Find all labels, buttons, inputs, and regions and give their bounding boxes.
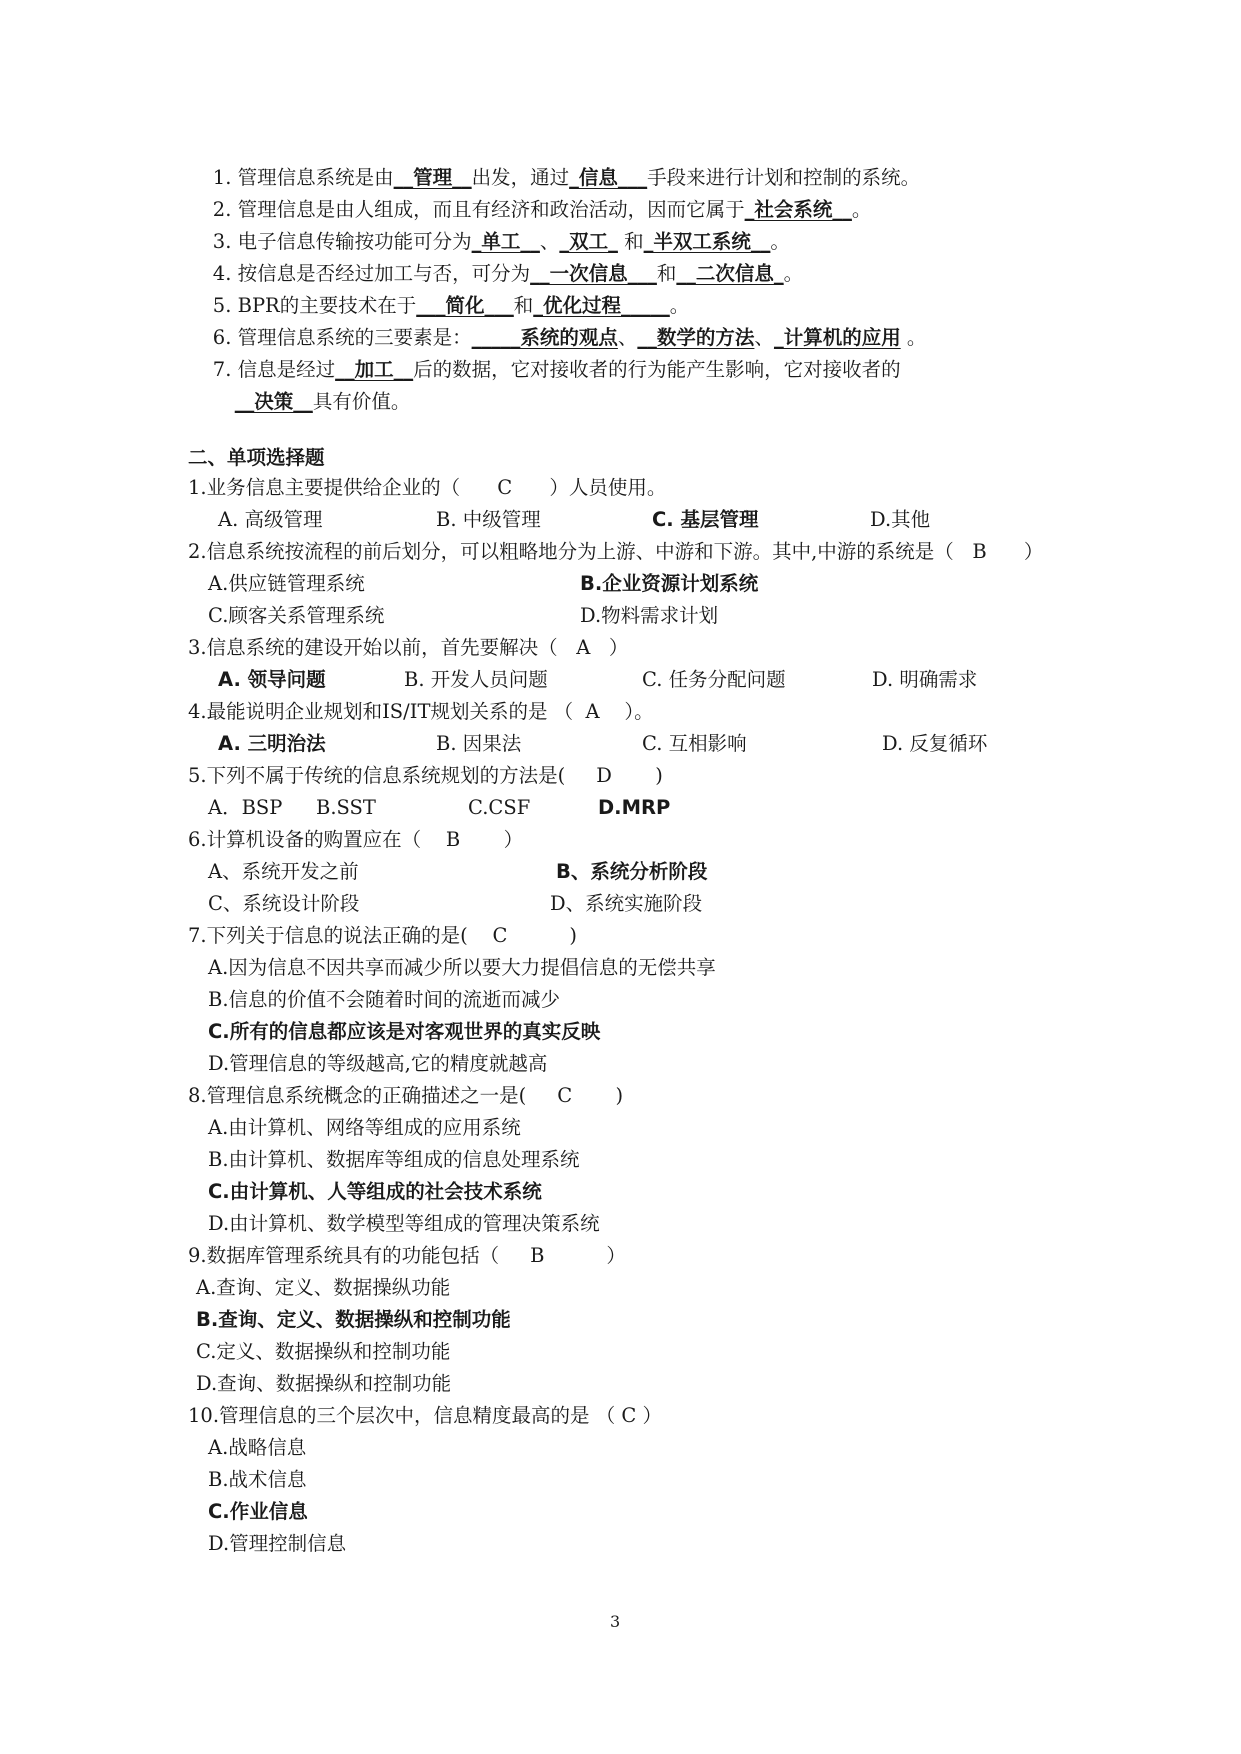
text: 管理信息系统的三要素是：: [237, 326, 472, 349]
option: A．BSP: [208, 796, 283, 819]
section-title: 二、单项选择题: [188, 446, 325, 469]
option: D.其他: [870, 508, 931, 531]
answer-blank: _____系统的观点: [471, 326, 618, 349]
text: 信息是经过: [237, 358, 336, 381]
answer-blank: _信息___: [569, 166, 648, 189]
answer-blank: _计算机的应用: [773, 326, 901, 349]
question-stem: 8.管理信息系统概念的正确描述之一是( C ): [188, 1084, 624, 1107]
text: 按信息是否经过加工与否，可分为: [237, 262, 531, 285]
item-number: 7.: [212, 358, 232, 381]
text: 。: [669, 294, 690, 317]
text: 、: [754, 326, 774, 349]
option: A、系统开发之前: [208, 860, 359, 883]
correct-option: B.企业资源计划系统: [580, 572, 759, 595]
item-number: 3.: [212, 230, 232, 253]
option: D.管理信息的等级越高,它的精度就越高: [208, 1052, 548, 1075]
option: C、系统设计阶段: [208, 892, 360, 915]
correct-option: C.作业信息: [208, 1500, 308, 1523]
option: A.因为信息不因共享而减少所以要大力提倡信息的无偿共享: [208, 956, 716, 979]
correct-option: A. 领导问题: [218, 668, 326, 691]
text: 和: [617, 230, 644, 253]
option: C.顾客关系管理系统: [208, 604, 385, 627]
text: 手段来进行计划和控制的系统。: [647, 166, 921, 189]
answer-blank: _优化过程_____: [533, 294, 670, 317]
item-number: 6.: [212, 326, 232, 349]
option: B. 因果法: [436, 732, 522, 755]
text: 、: [617, 326, 638, 349]
text: 电子信息传输按功能可分为: [237, 230, 472, 253]
question-stem: 4.最能说明企业规划和IS/IT规划关系的是 （ A ）。: [188, 700, 654, 723]
question-stem: 2.信息系统按流程的前后划分，可以粗略地分为上游、中游和下游。其中,中游的系统是（ B ）: [188, 540, 1044, 563]
correct-option: A. 三明治法: [218, 732, 326, 755]
text: 和: [513, 294, 534, 317]
answer-blank: __决策__: [234, 390, 313, 413]
text: 。: [783, 262, 804, 285]
answer-blank: __管理__: [393, 166, 472, 189]
text: 、: [539, 230, 560, 253]
option: B.战术信息: [208, 1468, 307, 1491]
text: 管理信息系统是由: [237, 166, 394, 189]
option: A.由计算机、网络等组成的应用系统: [208, 1116, 521, 1139]
option: D.物料需求计划: [580, 604, 719, 627]
correct-option: C.由计算机、人等组成的社会技术系统: [208, 1180, 542, 1203]
text: 管理信息是由人组成，而且有经济和政治活动，因而它属于: [237, 198, 745, 221]
option: D.由计算机、数学模型等组成的管理决策系统: [208, 1212, 600, 1235]
correct-option: B、系统分析阶段: [556, 860, 708, 883]
item-number: 5.: [212, 294, 232, 317]
option: A.战略信息: [208, 1436, 307, 1459]
text: BPR的主要技术在于: [237, 294, 417, 317]
option: C. 互相影响: [642, 732, 747, 755]
question-stem: 7.下列关于信息的说法正确的是( C ): [188, 924, 578, 947]
answer-blank: _双工_: [559, 230, 618, 253]
option: A. 高级管理: [218, 508, 323, 531]
answer-blank: _单工__: [471, 230, 540, 253]
option: B. 中级管理: [436, 508, 541, 531]
option: B.信息的价值不会随着时间的流逝而减少: [208, 988, 561, 1011]
option: C.CSF: [468, 796, 531, 819]
answer-blank: __二次信息_: [676, 262, 784, 285]
answer-blank: __一次信息___: [530, 262, 657, 285]
correct-option: D.MRP: [598, 796, 671, 819]
answer-blank: _社会系统__: [744, 198, 852, 221]
page-number: 3: [610, 1612, 621, 1631]
text: 后的数据，它对接收者的行为能产生影响，它对接收者的: [413, 358, 901, 381]
answer-blank: __数学的方法: [637, 326, 755, 349]
option: D. 反复循环: [882, 732, 988, 755]
item-number: 2.: [212, 198, 232, 221]
option: D. 明确需求: [872, 668, 978, 691]
option: A.供应链管理系统: [208, 572, 365, 595]
option: D.查询、数据操纵和控制功能: [196, 1372, 452, 1395]
question-stem: 3.信息系统的建设开始以前，首先要解决（ A ）: [188, 636, 629, 659]
option: B. 开发人员问题: [404, 668, 548, 691]
question-stem: 10.管理信息的三个层次中，信息精度最高的是 （ C ）: [188, 1404, 663, 1427]
item-number: 4.: [212, 262, 232, 285]
correct-option: C.所有的信息都应该是对客观世界的真实反映: [208, 1020, 601, 1043]
option: D.管理控制信息: [208, 1532, 347, 1555]
question-stem: 9.数据库管理系统具有的功能包括（ B ）: [188, 1244, 626, 1267]
text: 出发，通过: [471, 166, 570, 189]
fill-item-7-continued: [210, 360, 410, 444]
item-number: 1.: [212, 166, 232, 189]
text: 。: [906, 326, 927, 349]
question-stem: 5.下列不属于传统的信息系统规划的方法是( D ): [188, 764, 663, 787]
option: A.查询、定义、数据操纵功能: [196, 1276, 451, 1299]
answer-blank: __加工__: [335, 358, 414, 381]
text: 。: [770, 230, 790, 253]
option: B.SST: [316, 796, 376, 819]
option: D、系统实施阶段: [550, 892, 703, 915]
correct-option: C. 基层管理: [652, 508, 759, 531]
text: 和: [656, 262, 677, 285]
answer-blank: _半双工系统__: [643, 230, 771, 253]
text: 。: [851, 198, 872, 221]
option: C. 任务分配问题: [642, 668, 786, 691]
answer-blank: ___简化___: [416, 294, 514, 317]
option: B.由计算机、数据库等组成的信息处理系统: [208, 1148, 580, 1171]
question-stem: 1.业务信息主要提供给企业的（ C ）人员使用。: [188, 476, 667, 499]
question-stem: 6.计算机设备的购置应在（ B ）: [188, 828, 524, 851]
option: C.定义、数据操纵和控制功能: [196, 1340, 451, 1363]
correct-option: B.查询、定义、数据操纵和控制功能: [196, 1308, 511, 1331]
text: 具有价值。: [312, 390, 411, 413]
